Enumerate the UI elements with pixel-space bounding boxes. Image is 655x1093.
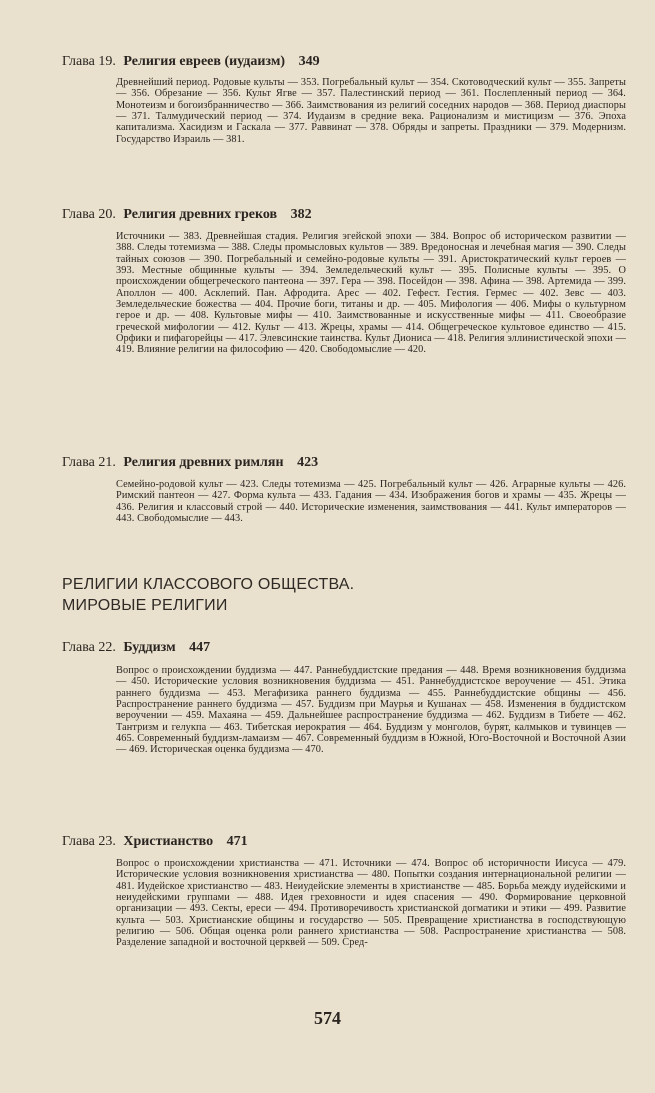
chapter-label: Глава 23.	[62, 834, 116, 849]
chapter-label: Глава 21.	[62, 455, 116, 470]
chapter-title: Религия евреев (иудаизм)	[123, 54, 286, 69]
chapter-title: Религия древних римлян	[123, 455, 284, 470]
chapter-label: Глава 19.	[62, 54, 116, 69]
chapter-contents: Вопрос о происхождении христианства — 471. Источники — 474. Вопрос об историчности Иисуса — 479. Исторические условия возникновения христианства — 480. Попытки создания интернациональной религии — 481. Иудейское христианство — 483. Неиудейские элементы в христианстве — 485. Борьба между иудейскими и неиудейскими группами — 488. Идея греховности и идея спасения — 490. Формирование церковной организации — 493. Секты, ереси — 494. Противоречивость христианской догматики и этики — 499. Развитие культа — 503. Христианские общины и государство — 505. Превращение христианства в господствующую религию — 506. Общая оценка роли раннего христианства — 508. Распространение христианства — 508. Разделение западной и восточной церквей — 509. Сред-	[116, 858, 626, 949]
chapter-page-number: 349	[298, 54, 320, 69]
chapter-page-number: 382	[290, 207, 312, 222]
chapter-heading	[62, 834, 248, 850]
chapter-contents: Вопрос о происхождении буддизма — 447. Раннебуддистские предания — 448. Время возникновения буддизма — 450. Исторические условия возникновения буддизма — 451. Раннебуддистское вероучение — 451. Этика раннего буддизма — 453. Мегафизика раннего буддизма — 455. Раннебуддистские общины — 456. Распространение раннего буддизма — 457. Буддизм при Маурья и Кушанах — 458. Изменения в буддистском вероучении — 459. Махаяна — 459. Дальнейшее распространение буддизма — 462. Буддизм в Тибете — 462. Тантризм и гелукпа — 463. Тибетская иерократия — 464. Буддизм у монголов, бурят, калмыков и тувинцев — 465. Современный буддизм-ламаизм — 467. Современный буддизм в Южной, Юго-Восточной и Восточной Азии — 469. Историческая оценка буддизма — 470.	[116, 665, 626, 756]
chapter-title: Религия древних греков	[123, 207, 278, 222]
section-heading	[62, 574, 354, 616]
chapter-title: Буддизм	[123, 640, 176, 655]
chapter-contents: Источники — 383. Древнейшая стадия. Религия эгейской эпохи — 384. Вопрос об историческом развитии — 388. Следы тотемизма — 388. Следы промысловых культов — 389. Вредоносная и лечебная магия — 390. Следы тайных союзов — 390. Погребальный и семейно-родовые культы — 391. Аристократический культ героев — 393. Местные общинные культы — 394. Земледельческий культ — 395. Полисные культы — 395. О происхождении общегреческого пантеона — 397. Гера — 398. Посейдон — 398. Афина — 398. Артемида — 399. Аполлон — 400. Асклепий. Пан. Афродита. Арес — 402. Гефест. Гестия. Гермес — 402. Зевс — 403. Земледельческие божества — 404. Прочие боги, титаны и др. — 405. Мифология — 406. Мифы о культурном герое и др. — 408. Культовые мифы — 410. Заимствованные и искусственные мифы — 411. Своеобразие греческой мифологии — 412. Культ — 413. Жрецы, храмы — 414. Общегреческое культовое единство — 415. Орфики и пифагорейцы — 417. Элевсинские таинства. Культ Диониса — 418. Религия эллинистической эпохи — 419. Влияние религии на философию — 420. Свободомыслие — 420.	[116, 231, 626, 356]
chapter-label: Глава 20.	[62, 207, 116, 222]
chapter-page-number: 471	[226, 834, 248, 849]
chapter-heading	[62, 54, 320, 70]
chapter-title: Христианство	[123, 834, 214, 849]
chapter-contents: Древнейший период. Родовые культы — 353. Погребальный культ — 354. Скотоводческий культ — 355. Запреты — 356. Обрезание — 356. Культ Ягве — 357. Палестинский период — 361. Послепленный период — 364. Монотеизм и богоизбранничество — 366. Заимствования из религий соседних народов — 368. Период диаспоры — 371. Талмудический период — 374. Иудаизм в средние века. Рационализм и мистицизм — 376. Эпоха капитализма. Хасидизм и Гаскала — 377. Раввинат — 378. Обряды и запреты. Праздники — 379. Модернизм. Государство Израиль — 381.	[116, 77, 626, 145]
chapter-heading	[62, 455, 318, 471]
section-heading-line-2: МИРОВЫЕ РЕЛИГИИ	[62, 597, 228, 614]
chapter-page-number: 423	[297, 455, 319, 470]
chapter-heading	[62, 207, 312, 223]
chapter-contents: Семейно-родовой культ — 423. Следы тотемизма — 425. Погребальный культ — 426. Аграрные культы — 426. Римский пантеон — 427. Форма культа — 433. Гадания — 434. Изображения богов и храмы — 435. Жрецы — 436. Религия и классовый строй — 440. Исторические изменения, заимствования — 441. Культ императоров — 443. Свободомыслие — 443.	[116, 479, 626, 525]
chapter-page-number: 447	[189, 640, 211, 655]
chapter-label: Глава 22.	[62, 640, 116, 655]
page-number: 574	[314, 1008, 341, 1028]
chapter-heading	[62, 640, 210, 656]
section-heading-line-1: РЕЛИГИИ КЛАССОВОГО ОБЩЕСТВА.	[62, 576, 355, 593]
